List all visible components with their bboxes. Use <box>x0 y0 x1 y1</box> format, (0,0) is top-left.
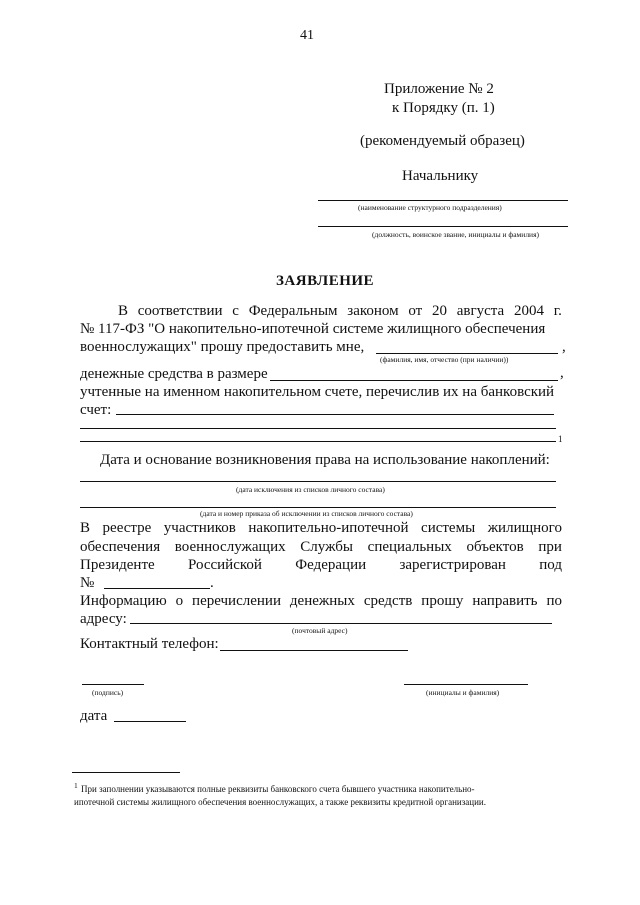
registry-line-2: обеспечения военнослужащих Службы специальных объектов при <box>80 539 562 555</box>
order-date-line[interactable] <box>80 507 556 508</box>
registry-line-1: В реестре участников накопительно-ипотечной системы жилищного <box>80 520 562 536</box>
addressee: Начальнику <box>402 168 479 184</box>
amount-label: денежные средства в размере <box>80 366 268 382</box>
position-caption: (должность, воинское звание, инициалы и фамилия) <box>372 230 540 239</box>
accounted-text: учтенные на именном накопительном счете, перечислив их на банковский <box>80 384 555 400</box>
date-field-line[interactable] <box>114 721 186 722</box>
account-field-line-2[interactable] <box>80 428 556 429</box>
postal-address-line[interactable] <box>130 623 552 624</box>
footnote-text-line-2: ипотечной системы жилищного обеспечения военнослужащих, а также реквизиты кредитной организации. <box>74 797 487 807</box>
info-line-2: адресу: <box>80 611 127 627</box>
paragraph-line-3: военнослужащих" прошу предоставить мне, <box>80 339 365 355</box>
unit-caption: (наименование структурного подразделения) <box>358 203 502 212</box>
footnote-text-line-1: При заполнении указываются полные реквизиты банковского счета бывшего участника накопительно- <box>81 784 475 794</box>
paragraph-line-2: № 117-ФЗ "О накопительно-ипотечной системе жилищного обеспечения <box>80 321 546 337</box>
amount-field-line[interactable] <box>270 380 558 381</box>
amount-comma: , <box>560 365 564 381</box>
fio-field-line[interactable] <box>376 353 558 354</box>
registry-number-line[interactable] <box>104 588 210 589</box>
unit-field-line[interactable] <box>318 200 568 201</box>
signature-line[interactable] <box>82 684 144 685</box>
phone-label: Контактный телефон: <box>80 636 219 652</box>
account-field-line-1[interactable] <box>116 414 554 415</box>
phone-field-line[interactable] <box>220 650 408 651</box>
document-title: ЗАЯВЛЕНИЕ <box>276 273 375 289</box>
signature-caption: (подпись) <box>92 688 124 697</box>
registry-line-3: Президенте Российской Федерации зарегистрирован под <box>80 557 562 573</box>
initials-caption: (инициалы и фамилия) <box>426 688 500 697</box>
order-date-caption: (дата и номер приказа об исключении из списков личного состава) <box>200 509 413 518</box>
order-reference: к Порядку (п. 1) <box>392 100 495 116</box>
position-field-line[interactable] <box>318 226 568 227</box>
page-number: 41 <box>300 28 314 43</box>
fio-caption: (фамилия, имя, отчество (при наличии)) <box>380 355 509 364</box>
paragraph-line-1: В соответствии с Федеральным законом от 20 августа 2004 г. <box>118 303 562 319</box>
footnote-reference: 1 <box>558 434 563 444</box>
info-line-1: Информацию о перечислении денежных средств прошу направить по <box>80 593 562 609</box>
appendix-label: Приложение № 2 <box>384 81 494 97</box>
exclusion-date-caption: (дата исключения из списков личного состава) <box>236 485 385 494</box>
initials-line[interactable] <box>404 684 528 685</box>
date-label: дата <box>80 708 108 724</box>
postal-caption: (почтовый адрес) <box>292 626 348 635</box>
account-label: счет: <box>80 402 112 418</box>
account-field-line-3[interactable] <box>80 441 556 442</box>
registry-number-label: № <box>80 575 95 591</box>
basis-label: Дата и основание возникновения права на использование накоплений: <box>100 452 550 468</box>
sample-note: (рекомендуемый образец) <box>360 133 525 149</box>
fio-comma: , <box>562 339 566 355</box>
footnote-mark: 1 <box>74 781 78 790</box>
exclusion-date-line[interactable] <box>80 481 556 482</box>
footnote-separator <box>72 772 180 773</box>
registry-dot: . <box>210 575 214 591</box>
